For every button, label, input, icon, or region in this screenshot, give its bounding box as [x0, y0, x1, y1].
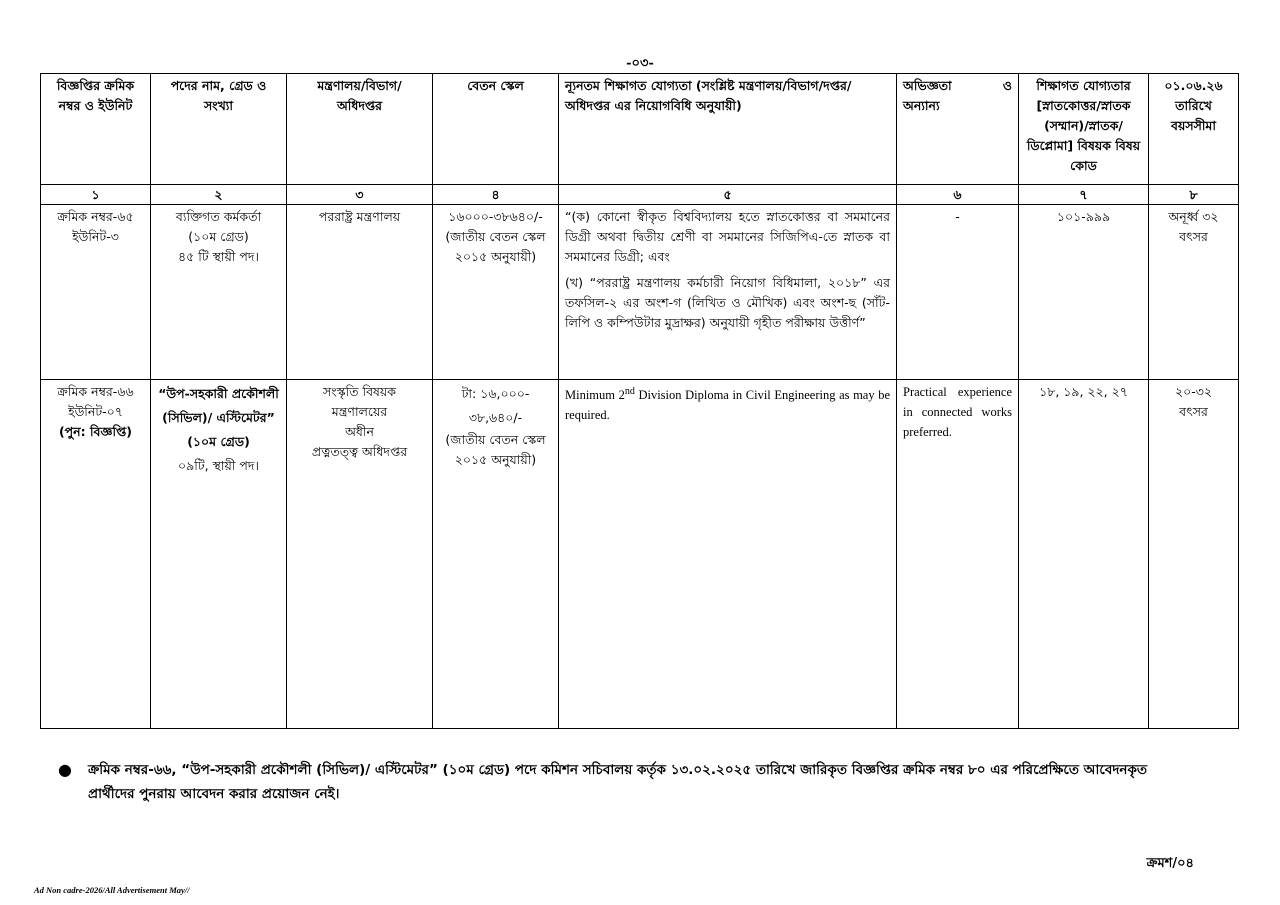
ministry-name: মন্ত্রণালয়ের — [331, 404, 388, 419]
column-number: ৭ — [1019, 185, 1149, 205]
pay-scale-value: টা: ১৬,০০০- — [461, 386, 530, 401]
ministry-cell — [287, 380, 433, 729]
serial-cell — [41, 205, 151, 380]
post-name: ব্যক্তিগত কর্মকর্তা — [175, 209, 262, 224]
post-count: ০৯টি, স্থায়ী পদ। — [178, 458, 259, 473]
pay-scale-note: (জাতীয় বেতন স্কেল — [445, 432, 546, 447]
column-number-row — [41, 185, 1239, 205]
column-number: ৬ — [897, 185, 1019, 205]
qualification-part-b: (খ) “পররাষ্ট্র মন্ত্রণালয় কর্মচারী নিয়োগ বিধিমালা, ২০১৮” এর তফসিল-২ এর অংশ-গ (লিখিত ও মৌখিক) এবং অংশ-ছ (সাঁট-লিপি ও কম্পিউটার মুদ্রাক্ষর) অনুযায়ী গৃহীত পরীক্ষায় উত্তীর্ণ” — [565, 275, 890, 330]
footer-reference: Ad Non cadre-2026/All Advertisement May// — [34, 885, 190, 895]
post-count: ৪৫ টি স্থায়ী পদ। — [178, 249, 259, 264]
table-row — [41, 380, 1239, 729]
ministry-name: পররাষ্ট্র মন্ত্রণালয় — [318, 209, 401, 224]
pay-scale-note: ২০১৫ অনুযায়ী) — [454, 452, 537, 467]
qualification-text-start: Minimum 2 — [565, 388, 625, 403]
qualification-part-a: “(ক) কোনো স্বীকৃত বিশ্ববিদ্যালয় হতে স্নাতকোত্তর বা সমমানের ডিগ্রী অথবা দ্বিতীয় শ্রেণী বা সমমানের সিজিপিএ-তে স্নাতক বা সমমানের ডিগ্রী; এবং — [565, 209, 890, 264]
page-number: -০৩- — [626, 56, 654, 71]
pay-scale-value: ৩৮,৬৪০/- — [468, 410, 523, 425]
experience-cell: - — [897, 205, 1019, 380]
header-experience-other: অন্যান্য — [903, 98, 940, 113]
age-limit-cell — [1149, 380, 1239, 729]
unit-number: ইউনিট-০৭ — [68, 404, 123, 419]
pay-scale-note: (জাতীয় বেতন স্কেল — [445, 229, 546, 244]
re-circular-label: (পুন: বিজ্ঞপ্তি) — [58, 424, 133, 439]
serial-number: ক্রমিক নম্বর-৬৬ — [57, 384, 134, 399]
qualification-cell — [559, 380, 897, 729]
age-limit-value: ২০-৩২ — [1174, 384, 1213, 399]
column-number: ২ — [151, 185, 287, 205]
pay-scale-value: ১৬০০০-৩৮৬৪০/- — [448, 209, 543, 224]
pay-scale-note: ২০১৫ অনুযায়ী) — [454, 249, 537, 264]
header-pay-scale: বেতন স্কেল — [433, 74, 559, 185]
note-paragraph — [58, 758, 1172, 806]
ministry-cell — [287, 205, 433, 380]
qualification-cell — [559, 205, 897, 380]
post-grade: (১০ম গ্রেড) — [188, 229, 249, 244]
header-age-limit: ০১.০৬.২৬ তারিখে বয়সসীমা — [1149, 74, 1239, 185]
subject-code-cell: ১০১-৯৯৯ — [1019, 205, 1149, 380]
post-cell — [151, 380, 287, 729]
post-grade: (১০ম গ্রেড) — [187, 434, 250, 449]
column-number: ১ — [41, 185, 151, 205]
post-name: “উপ-সহকারী প্রকৌশলী (সিভিল)/ এস্টিমেটর” — [158, 386, 279, 425]
unit-number: ইউনিট-৩ — [72, 229, 119, 244]
header-experience-word: অভিজ্ঞতা — [903, 78, 952, 93]
advertisement-table — [40, 73, 1239, 729]
column-number: ৫ — [559, 185, 897, 205]
qualification-text-end: Division Diploma in Civil Engineering as may be required. — [565, 388, 890, 423]
post-cell — [151, 205, 287, 380]
header-post-grade: পদের নাম, গ্রেড ও সংখ্যা — [151, 74, 287, 185]
experience-cell: Practical experience in connected works preferred. — [897, 380, 1019, 729]
header-serial-unit: বিজ্ঞপ্তির ক্রমিক নম্বর ও ইউনিট — [41, 74, 151, 185]
serial-cell — [41, 380, 151, 729]
pay-scale-cell — [433, 205, 559, 380]
age-limit-unit: বৎসর — [1179, 229, 1208, 244]
column-number: ৮ — [1149, 185, 1239, 205]
header-subject-code: শিক্ষাগত যোগ্যতার [স্নাতকোত্তর/স্নাতক (সম্মান)/স্নাতক/ ডিপ্লোমা] বিষয়ক বিষয় কোড — [1019, 74, 1149, 185]
qualification-superscript: nd — [624, 386, 635, 397]
ministry-name: সংস্কৃতি বিষয়ক — [322, 384, 397, 399]
header-ministry: মন্ত্রণালয়/বিভাগ/ অধিদপ্তর — [287, 74, 433, 185]
pay-scale-cell — [433, 380, 559, 729]
note-text: ক্রমিক নম্বর-৬৬, “উপ-সহকারী প্রকৌশলী (সিভিল)/ এস্টিমেটর” (১০ম গ্রেড) পদে কমিশন সচিবালয় কর্তৃক ১৩.০২.২০২৫ তারিখে জারিকৃত বিজ্ঞপ্তির ক্রমিক নম্বর ৮০ এর পরিপ্রেক্ষিতে আবেদনকৃত প্রার্থীদের পুনরায় আবেদন করার প্রয়োজন নেই। — [88, 762, 1148, 802]
column-number: ৪ — [433, 185, 559, 205]
age-limit-unit: বৎসর — [1179, 404, 1208, 419]
column-number: ৩ — [287, 185, 433, 205]
department-name: প্রত্নতত্ত্ব অধিদপ্তর — [311, 444, 408, 459]
table-row — [41, 205, 1239, 380]
header-experience — [897, 74, 1019, 185]
continued-marker: ক্রমশ/০৪ — [1146, 856, 1194, 871]
header-qualification: ন্যূনতম শিক্ষাগত যোগ্যতা (সংশ্লিষ্ট মন্ত্রণালয়/বিভাগ/দপ্তর/অধিদপ্তর এর নিয়োগবিধি অনুযায়ী) — [559, 74, 897, 185]
ministry-name: অধীন — [345, 424, 374, 439]
bullet-icon: ● — [58, 760, 72, 779]
header-experience-and: ও — [1002, 78, 1012, 93]
age-limit-value: অনূর্ধ্ব ৩২ — [1168, 209, 1219, 224]
subject-code-cell: ১৮, ১৯, ২২, ২৭ — [1019, 380, 1149, 729]
serial-number: ক্রমিক নম্বর-৬৫ — [57, 209, 134, 224]
age-limit-cell — [1149, 205, 1239, 380]
header-row — [41, 74, 1239, 185]
